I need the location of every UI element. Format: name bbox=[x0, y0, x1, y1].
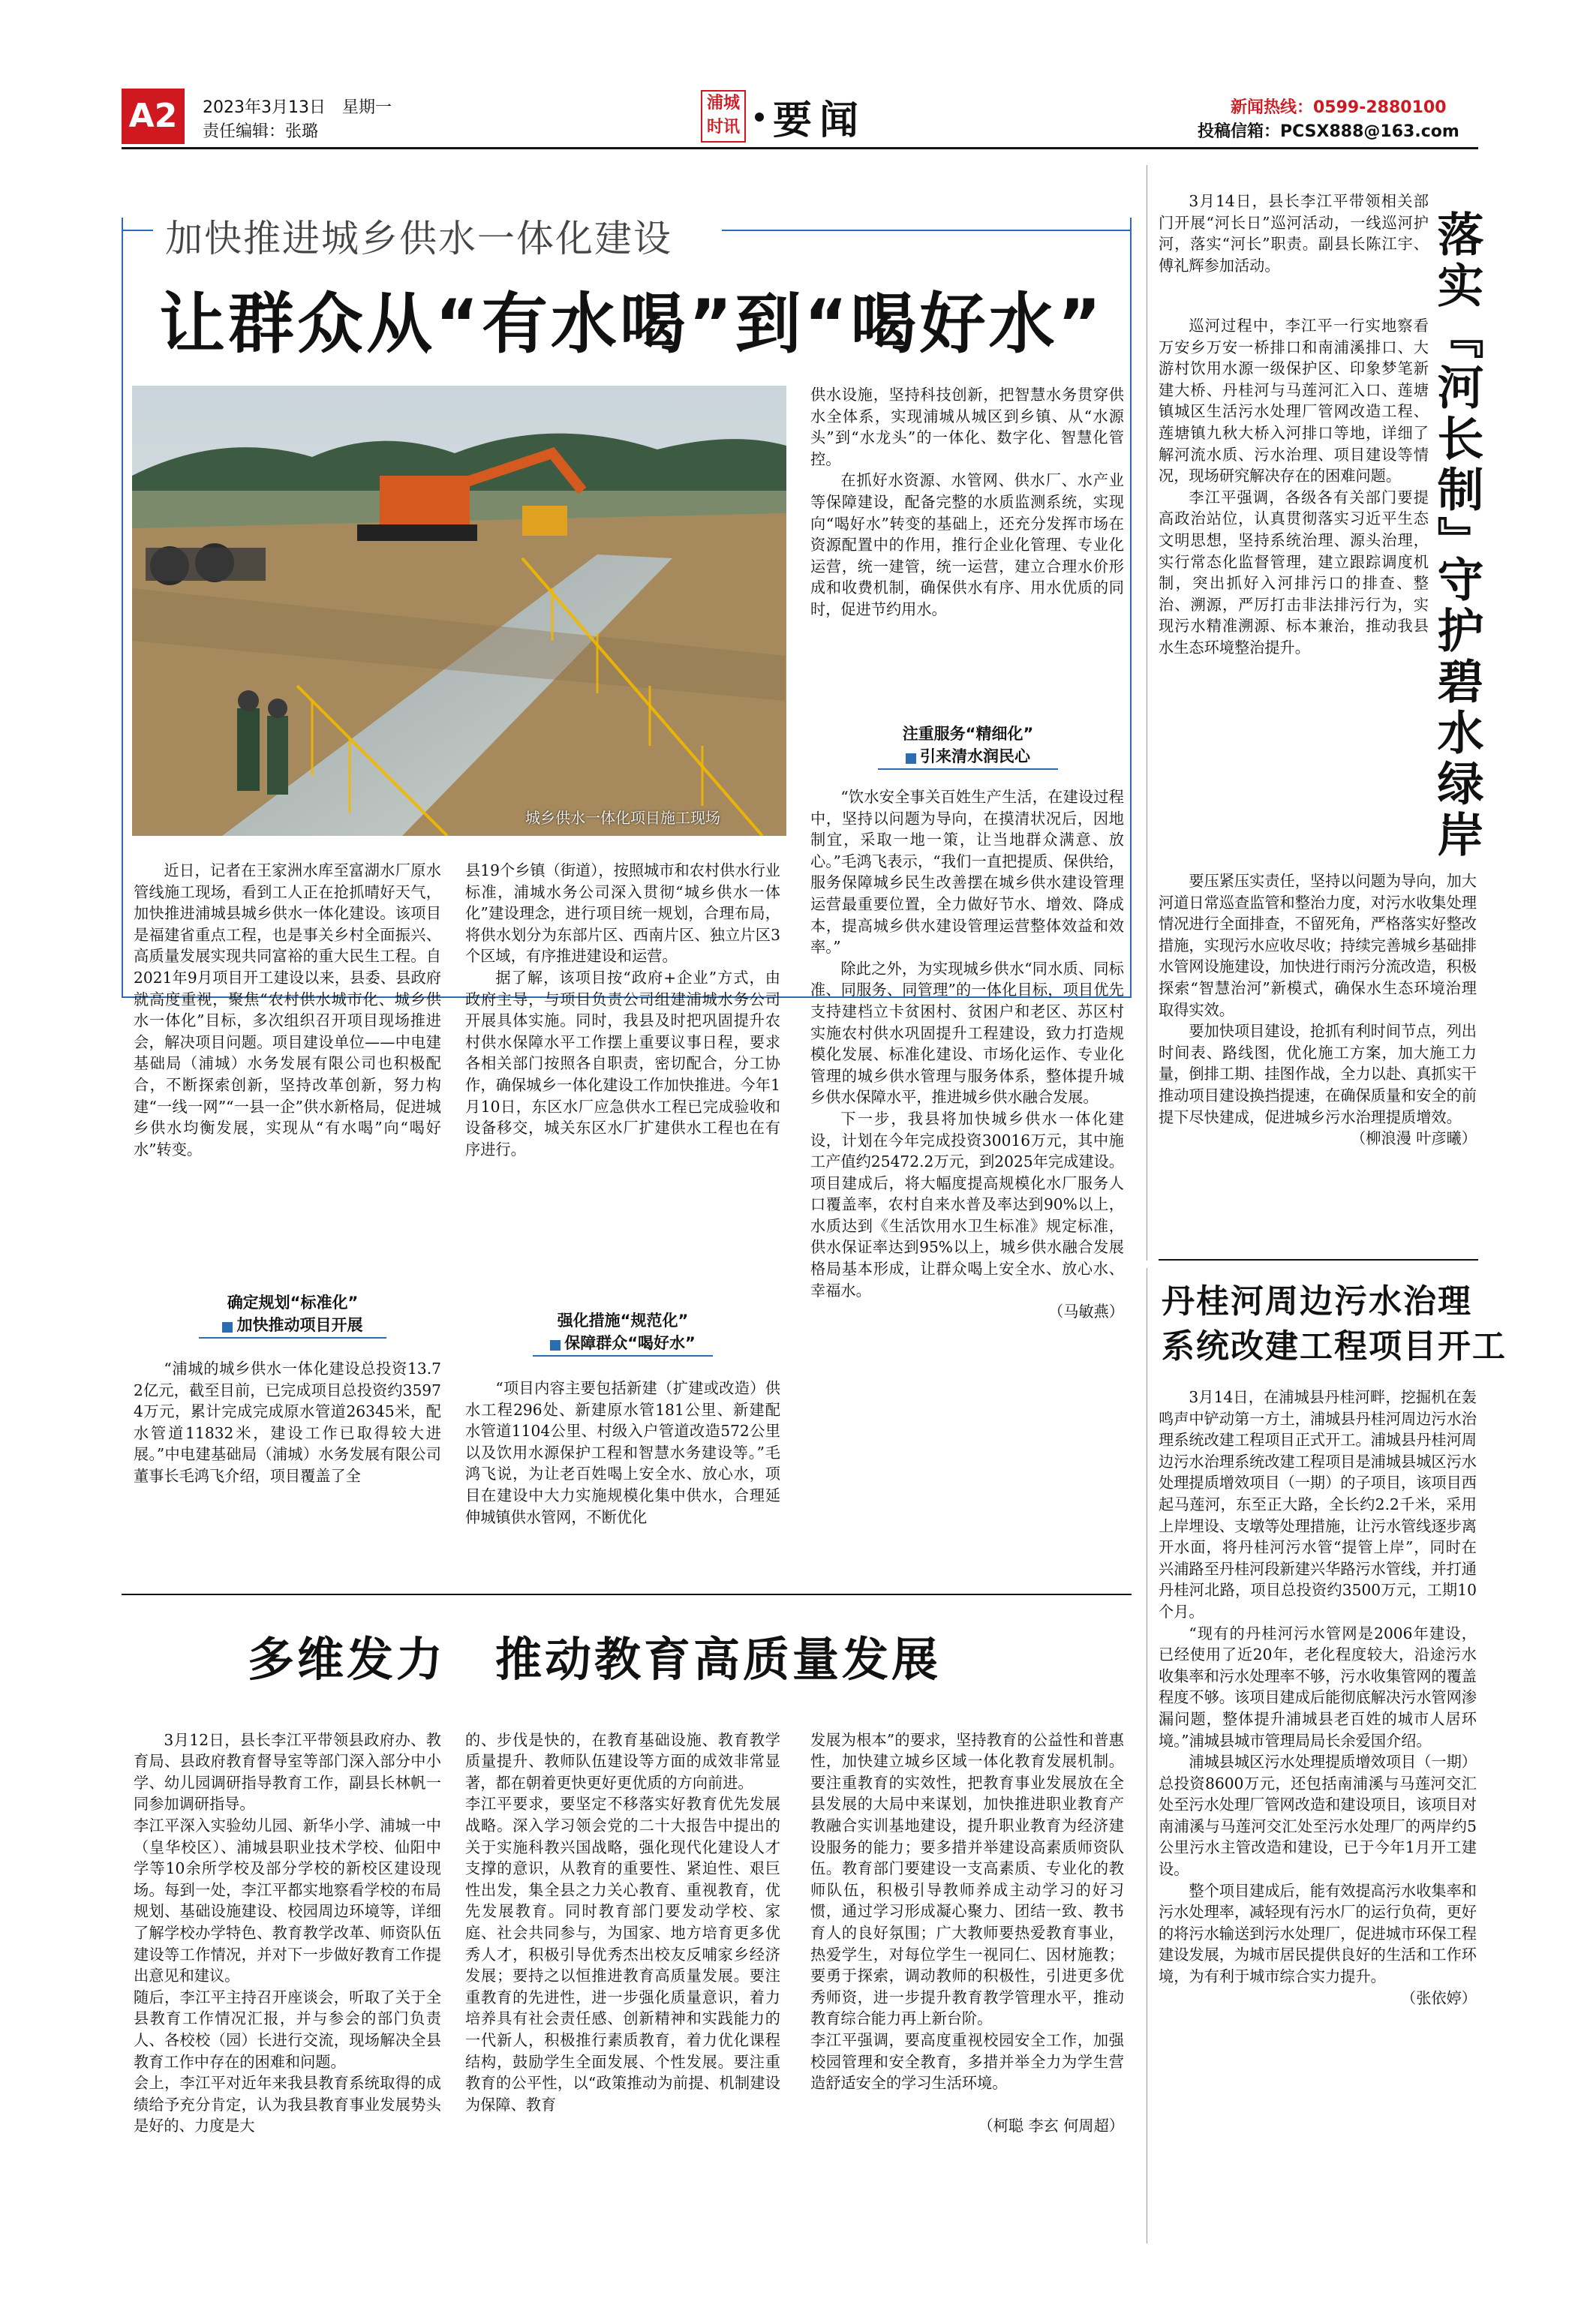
page-badge: A2 bbox=[122, 89, 185, 144]
a1-subhead-1-line1: 确定规划“标准化” bbox=[227, 1294, 359, 1312]
section-title: 要闻 bbox=[773, 98, 867, 143]
a4-headline: 多维发力 推动教育高质量发展 bbox=[248, 1632, 942, 1687]
paragraph: “现有的丹桂河污水管网是2006年建设，已经使用了近20年，老化程度较大，沿途污水收集率和污水处理率不够，污水收集管网的覆盖程度不够。该项目建成后能彻底解决污水管网渗漏问题，整体提升浦城县老百姓的城市人居环境。”浦城县城市管理局局长余爱国介绍。 bbox=[1159, 1624, 1477, 1750]
section-dot bbox=[755, 113, 764, 122]
kicker-line-right bbox=[722, 230, 1132, 231]
news-hotline: 新闻热线：0599-2880100 bbox=[1231, 98, 1447, 117]
brand-logo-top: 浦城 bbox=[706, 94, 740, 113]
submission-email: 投稿信箱：PCSX888@163.com bbox=[1198, 122, 1459, 141]
paragraph: 除此之外，为实现城乡供水“同水质、同标准、同服务、同管理”的一体化目标，项目优先支持建档立卡贫困村、贫困户和老区、苏区村实施农村供水巩固提升工程建设，致力打造规模化发展、标准化建设、市场化运作、专业化管理的城乡供水管理与服务体系，整体提升城乡供水保障水平，推进城乡供水融合发展。 bbox=[810, 959, 1124, 1107]
a2-text-3 bbox=[1159, 870, 1477, 1149]
paragraph: 下一步，我县将加快城乡供水一体化建设，计划在今年完成投资30016万元，其中施工产值约25472.2万元，到2025年完成建设。项目建成后，将大幅度提高规模化水厂服务人口覆盖率，农村自来水普及率达到90%以上，水质达到《生活饮用水卫生标准》规定标准，供水保证率达到95%以上，城乡供水融合发展格局基本形成，让群众喝上安全水、放心水、幸福水。 bbox=[810, 1109, 1124, 1300]
a3-top-rule bbox=[1159, 1259, 1478, 1261]
paragraph: 县19个乡镇（街道），按照城市和农村供水行业标准，浦城水务公司深入贯彻“城乡供水一体化”建设理念，进行项目统一规划，合理布局，将供水划分为东部片区、西南片区、独立片区3个区域，有序推进建设和运营。 bbox=[465, 861, 780, 966]
paragraph: 要加快项目建设，抢抓有利时间节点，列出时间表、路线图，优化施工方案，加大施工力量，倒排工期、挂图作战，全力以赴、真抓实干推动项目建设换挡提速，在确保质量和安全的前提下尽快建成，促进城乡污水治理提质增效。 bbox=[1159, 1022, 1477, 1126]
paragraph: 整个项目建成后，能有效提高污水收集率和污水处理率，减轻现有污水厂的运行负荷，更好的将污水输送到污水处理厂，促进城市环保工程建设发展，为城市居民提供良好的生活和工作环境，为有利于城市综合实力提升。 bbox=[1159, 1881, 1477, 1986]
a4-col2-text bbox=[465, 1708, 780, 2137]
a4-col1-text bbox=[134, 1708, 441, 2158]
byline: （马敏燕） bbox=[1048, 1303, 1124, 1321]
subhead-underline bbox=[533, 1355, 713, 1357]
square-bullet-icon bbox=[906, 753, 916, 764]
paragraph: 3月14日，在浦城县丹桂河畔，挖掘机在轰鸣声中铲动第一方土，浦城县丹桂河周边污水治理系统改建工程项目正式开工。浦城县丹桂河周边污水治理系统改建工程项目是浦城县城区污水处理提质增效项目（一期）的子项目，该项目西起马莲河，东至正大路，全长约2.2千米，采用上岸埋设、支墩等处理措施，让污水管线逐步离开水面，将丹桂河污水管“提管上岸”，同时在兴浦路至丹桂河段新建兴华路污水管线，并打通丹桂河北路，项目总投资约3500万元，工期10个月。 bbox=[1159, 1388, 1477, 1621]
a3-title-line2: 系统改建工程项目开工 bbox=[1162, 1327, 1507, 1366]
a1-subhead-1 bbox=[150, 1291, 435, 1343]
a2-title-part2: 守护碧水绿岸 bbox=[1429, 555, 1484, 861]
a1-subhead-3-row bbox=[848, 744, 1088, 767]
a3-text bbox=[1159, 1387, 1477, 2009]
a1-subhead-2-row bbox=[510, 1331, 735, 1354]
brand-logo bbox=[701, 90, 746, 143]
byline: （柯聪 李玄 何周超） bbox=[978, 2117, 1124, 2135]
header-rule bbox=[122, 147, 1478, 149]
subhead-underline bbox=[199, 1337, 386, 1339]
paragraph: 发展为根本”的要求，坚持教育的公益性和普惠性，加快建立城乡区域一体化教育发展机制。要注重教育的实效性，把教育事业发展放在全县发展的大局中来谋划，加快推进职业教育产教融合实训基地建设，提升职业教育为经济建设服务的能力；要多措并举建设高素质师资队伍。教育部门要建设一支高素质、专业化的教师队伍，积极引导教师养成主动学习的好习惯，通过学习形成凝心聚力、团结一致、教书育人的良好氛围；广大教师要热爱教育事业，热爱学生，对每位学生一视同仁、因材施教；要勇于探索，调动教师的积极性，引进更多优秀师资，进一步提升教育教学管理水平，推动教育综合能力再上新台阶。 李江平强调，要高度重视校园安全工作，加强校园管理和安全教育，多措并举全力为学生营造舒适安全的学习生活环境。 bbox=[810, 1730, 1124, 2093]
masthead bbox=[0, 0, 1596, 150]
page-editor: 责任编辑：张璐 bbox=[203, 122, 319, 141]
paragraph: 要压紧压实责任，坚持以问题为导向，加大河道日常巡查监管和整治力度，对污水收集处理情况进行全面排查，不留死角，严格落实好整改措施，实现污水应收尽收；持续完善城乡基础排水管网设施建设，加快进行雨污分流改造，积极探索“智慧治河”新模式，确保水生态环境治理取得实效。 bbox=[1159, 872, 1477, 1019]
a4-top-rule bbox=[122, 1594, 1132, 1595]
paragraph: “浦城的城乡供水一体化建设总投资13.72亿元，截至目前，已完成项目总投资约35974万元，累计完成完成原水管道26345米，配水管道11832米，建设工作已取得较大进展。”中电建基础局（浦城）水务发展有限公司董事长毛鸿飞介绍，项目覆盖了全 bbox=[134, 1360, 441, 1485]
byline: （张依婷） bbox=[1401, 1988, 1477, 2007]
a1-subhead-3 bbox=[848, 722, 1088, 774]
a1-col1b-text bbox=[134, 1358, 441, 1487]
a1-col2c-text bbox=[465, 1378, 780, 1528]
a1-subhead-1-line2: 加快推动项目开展 bbox=[236, 1316, 363, 1334]
square-bullet-icon bbox=[550, 1340, 561, 1351]
paragraph: “项目内容主要包括新建（扩建或改造）供水工程296处、新建原水管181公里、新建配水管道1104公里、村级入户管道改造572公里以及饮用水源保护工程和智慧水务建设等。”毛鸿飞说，为让老百姓喝上安全水、放心水，项目在建设中大力实施规模化集中供水，合理延伸城镇供水管网，不断优化 bbox=[465, 1379, 780, 1526]
article-headline: 让群众从“有水喝”到“喝好水” bbox=[159, 285, 1105, 362]
a3-title-line1: 丹桂河周边污水治理 bbox=[1162, 1282, 1472, 1321]
a1-col3b-text bbox=[810, 786, 1124, 1323]
subhead-underline bbox=[878, 768, 1058, 770]
a1-col2-text bbox=[465, 860, 780, 1160]
paragraph: 供水设施，坚持科技创新，把智慧水务贯穿供水全体系，实现浦城从城区到乡镇、从“水源头”到“水龙头”的一体化、数字化、智慧化管控。 bbox=[810, 386, 1124, 468]
paragraph: 据了解，该项目按“政府+企业”方式，由政府主导，与项目负责公司组建浦城水务公司开展具体实施。同时，我县及时把巩固提升农村供水保障水平工作摆上重要议事日程，要求各相关部门按照各自职责，密切配合，分工协作，确保城乡一体化建设工作加快推进。今年1月10日，东区水厂应急供水工程已完成验收和设备移交，城关东区水厂扩建供水工程也在有序进行。 bbox=[465, 968, 780, 1159]
a1-subhead-3-line1: 注重服务“精细化” bbox=[902, 725, 1034, 743]
a1-subhead-2 bbox=[510, 1309, 735, 1361]
paragraph: 3月14日，县长李江平带领相关部门开展“河长日”巡河活动，一线巡河护河，落实“河长”职责。副县长陈江宇、傅礼辉参加活动。 bbox=[1159, 192, 1429, 275]
paragraph: “饮水安全事关百姓生产生活，在建设过程中，坚持以问题为导向，在摸清状况后，因地制宜，采取一地一策，让当地群众满意、放心。”毛鸿飞表示，“我们一直把提质、保供给，服务保障城乡民生改善摆在城乡供水建设管理运营最重要位置，全力做好节水、增效、降成本，提高城乡供水建设管理运营整体效益和效率。” bbox=[810, 788, 1124, 957]
a4-col3-text bbox=[810, 1708, 1124, 2158]
square-bullet-icon bbox=[222, 1322, 233, 1333]
a1-col1-text bbox=[134, 860, 441, 1160]
paragraph: 巡河过程中，李江平一行实地察看万安乡万安一桥排口和南浦溪排口、大游村饮用水源一级保护区、印象梦笔新建大桥、丹桂河与马莲河汇入口、莲塘镇城区生活污水处理厂管网改造工程、莲塘镇九秋大桥入河排口等地，详细了解河流水质、污水治理、项目建设等情况，现场研究解决存在的困难问题。 bbox=[1159, 317, 1429, 485]
photo-caption: 城乡供水一体化项目施工现场 bbox=[525, 809, 720, 827]
a1-subhead-2-line1: 强化措施“规范化” bbox=[557, 1312, 689, 1330]
paragraph: 李江平强调，各级各有关部门要提高政治站位，认真贯彻落实习近平生态文明思想，坚持系统治理、源头治理，实行常态化监督管理，建立跟踪调度机制，突出抓好入河排污口的排查、整治、溯源，严厉打击非法排污行为，实现污水精准溯源、标本兼治，推动我县水生态环境整治提升。 bbox=[1159, 488, 1429, 657]
paragraph: 近日，记者在王家洲水库至富湖水厂原水管线施工现场，看到工人正在抢抓晴好天气，加快推进浦城县城乡供水一体化建设。该项目是福建省重点工程，也是事关乡村全面振兴、高质量发展实现共同富裕的重大民生工程。自2021年9月项目开工建设以来，县委、县政府就高度重视，聚焦“农村供水城市化、城乡供水一体化”目标，多次组织召开项目现场推进会，解决项目问题。项目建设单位——中电建基础局（浦城）水务发展有限公司也积极配合，不断探索创新，坚持改革创新，努力构建“一线一网”“一县一企”供水新格局，促进城乡供水均衡发展，实现从“有水喝”向“喝好水”转变。 bbox=[134, 861, 441, 1159]
a2-text bbox=[1159, 191, 1429, 276]
a1-col3-text bbox=[810, 384, 1124, 621]
construction-photo bbox=[132, 386, 786, 836]
byline: （柳浪漫 叶彦曦） bbox=[1351, 1129, 1477, 1148]
kicker-line-left bbox=[122, 230, 153, 231]
a2-vertical-title bbox=[1415, 210, 1490, 870]
paragraph: 的、步伐是快的，在教育基础设施、教育教学质量提升、教师队伍建设等方面的成效非常显著，都在朝着更快更好更优质的方向前进。 李江平要求，要坚定不移落实好教育优先发展战略。深入学习领会党的二十大报告中提出的关于实施科教兴国战略，强化现代化建设人才支撑的意识，从教育的重要性、紧迫性、艰巨性出发，集全县之力关心教育、重视教育，优先发展教育。同时教育部门要发动学校、家庭、社会共同参与，为国家、地方培育更多优秀人才，积极引导优秀杰出校友反哺家乡经济发展；要持之以恒推进教育高质量发展。要注重教育的先进性，进一步强化质量意识，着力培养具有社会责任感、创新精神和实践能力的一代新人，积极推行素质教育，着力优化课程结构，鼓励学生全面发展、个性发展。要注重教育的公平性，以“政策推动为前提、机制建设为保障、教育 bbox=[465, 1730, 780, 2114]
article-kicker: 加快推进城乡供水一体化建设 bbox=[165, 217, 672, 260]
paragraph: 3月12日，县长李江平带领县政府办、教育局、县政府教育督导室等部门深入部分中小学、幼儿园调研指导教育工作，副县长林帆一同参加调研指导。 李江平深入实验幼儿园、新华小学、浦城一中（皇华校区）、浦城县职业技术学校、仙阳中学等10余所学校及部分学校的新校区建设现场。每到一处，李江平都实地察看学校的布局规划、基础设施建设、校园周边环境等，详细了解学校办学特色、教育教学改革、师资队伍建设等工作情况，并对下一步做好教育工作提出意见和建议。 随后，李江平主持召开座谈会，听取了关于全县教育工作情况汇报，并与参会的部门负责人、各校校（园）长进行交流，现场解决全县教育工作中存在的困难和问题。 会上，李江平对近年来我县教育系统取得的成绩给予充分肯定，认为我县教育事业发展势头是好的、力度是大 bbox=[134, 1730, 441, 2135]
issue-date: 2023年3月13日 星期一 bbox=[203, 98, 392, 117]
a1-subhead-2-line2: 保障群众“喝好水” bbox=[564, 1334, 696, 1352]
paragraph: 在抓好水资源、水管网、供水厂、水产业等保障建设，配备完整的水质监测系统，实现向“喝好水”转变的基础上，还充分发挥市场在资源配置中的作用，推行企业化管理、专业化运营，统一建管，统一运营，建立合理水价形成和收费机制，确保供水有序、用水优质的同时，促进节约用水。 bbox=[810, 471, 1124, 618]
a1-subhead-1-row bbox=[150, 1313, 435, 1336]
construction-photo-image bbox=[132, 386, 786, 836]
paragraph: 浦城县城区污水处理提质增效项目（一期）总投资8600万元，还包括南浦溪与马莲河交汇处至污水处理厂管网改造和建设项目，该项目对南浦溪与马莲河交汇处至污水处理厂的两岸约5公里污水主管改造和建设，已于今年1月开工建设。 bbox=[1159, 1753, 1477, 1879]
brand-logo-bottom: 时讯 bbox=[706, 118, 740, 137]
a2-text-2 bbox=[1159, 315, 1429, 659]
a2-title-part1: 落实『河长制』 bbox=[1429, 210, 1484, 567]
a1-subhead-3-line2: 引来清水润民心 bbox=[920, 747, 1031, 765]
